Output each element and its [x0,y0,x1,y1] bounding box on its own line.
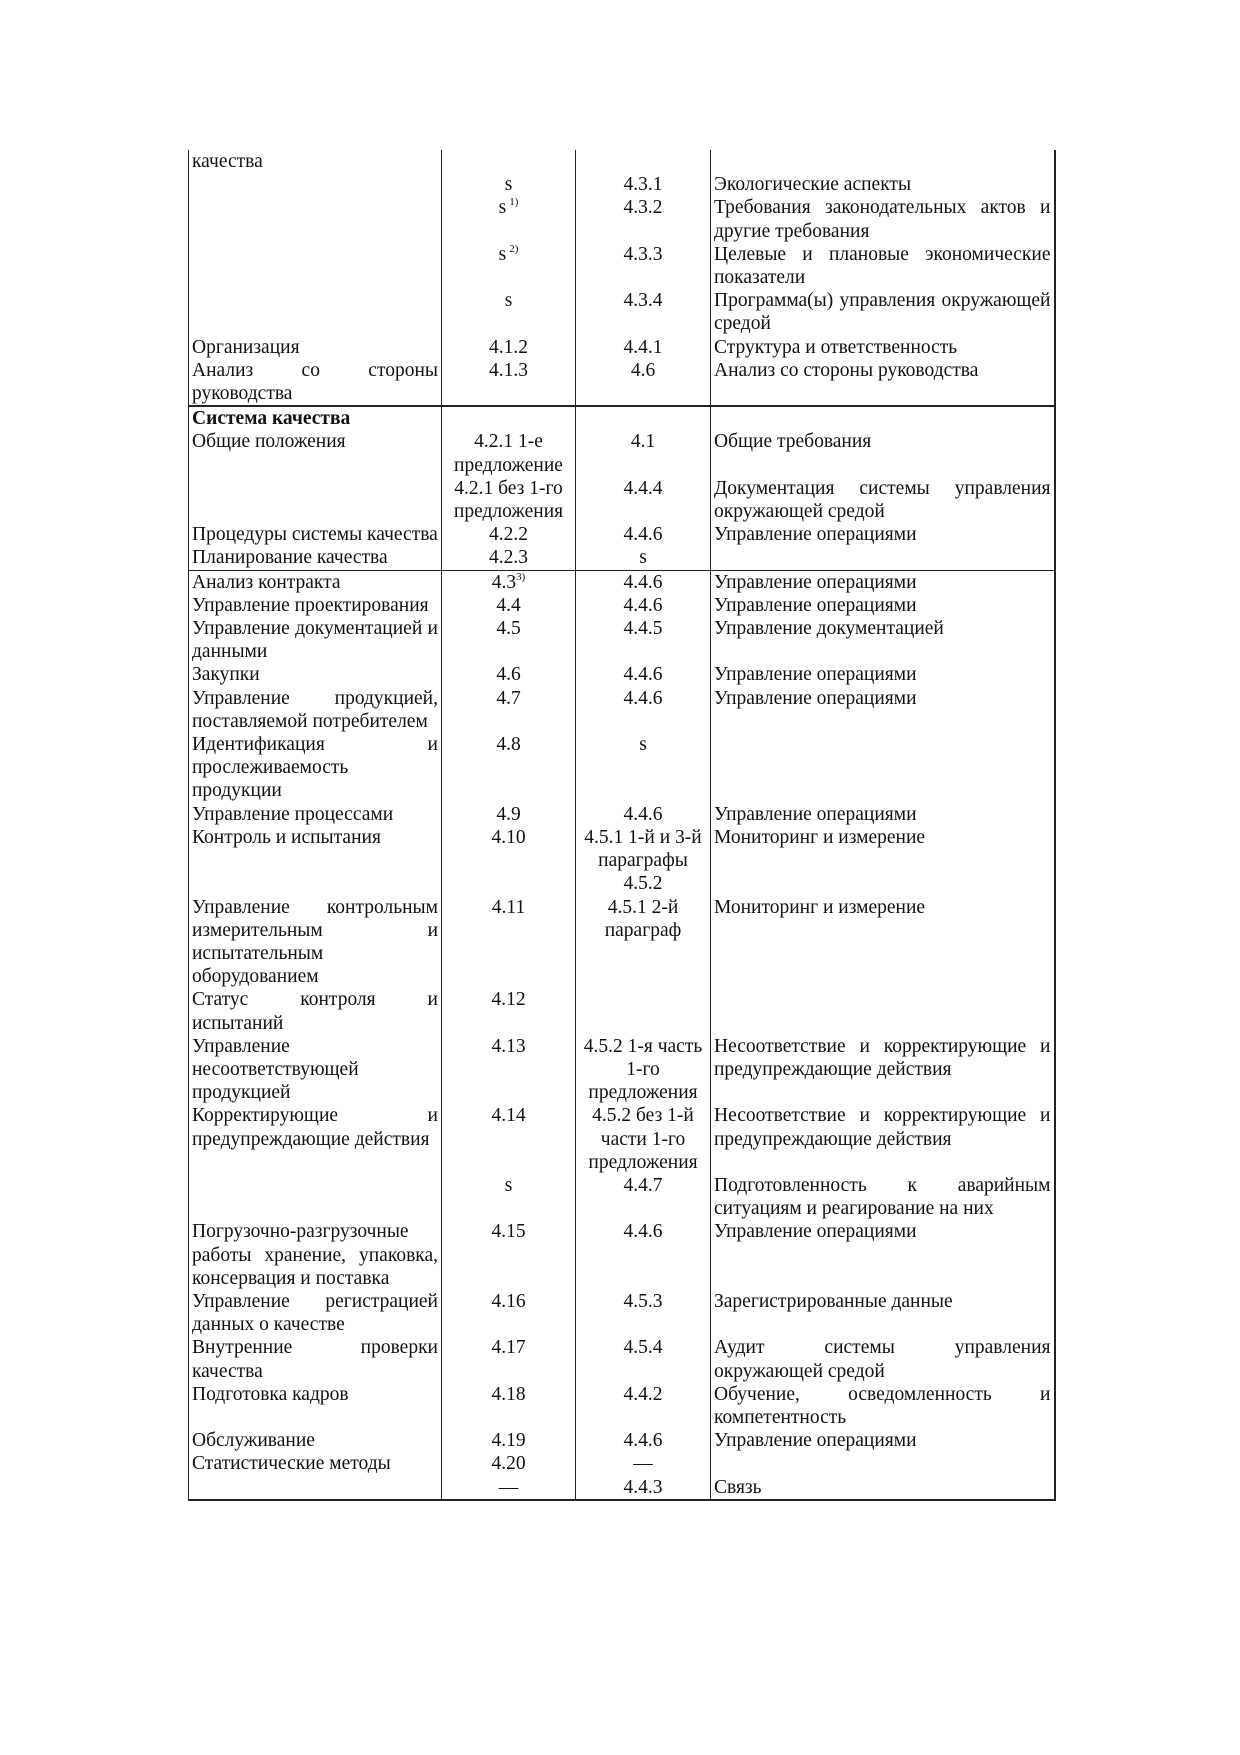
cell-text: 4.14 [491,1105,526,1127]
iso14001-clause-cell [576,687,711,733]
iso14001-clause-cell [576,1429,711,1452]
iso14001-clause-cell [576,617,711,663]
cell-text: Аудит системы управления окружающей средой [714,1337,1051,1382]
cell-text: 4.4.1 [623,336,663,358]
iso14001-clause-cell [576,196,711,242]
cell-text: 4.15 [491,1221,526,1243]
iso9001-element-cell [189,546,442,570]
iso9001-element-cell [189,150,442,173]
iso9001-clause-cell [442,1104,576,1174]
cell-text: 4.3.2 [623,197,663,219]
cell-text: Система качества [192,408,351,430]
iso9001-element-cell [189,570,442,594]
cell-text: Управление контрольным измерительным и испытательным оборудованием [192,896,438,988]
cell-text: Управление процессами [192,803,394,825]
iso9001-element-cell [189,1429,442,1452]
cell-text: 4.3.1 [623,174,663,196]
table-body [189,150,1055,1500]
iso9001-clause-cell [442,896,576,989]
iso14001-element-cell [711,594,1055,617]
table-row [189,663,1055,686]
cell-text: Управление операциями [714,687,917,709]
cell-text: Управление документацией [714,618,944,640]
footnote-marker: 1) [509,196,519,209]
cell-text: 4.9 [496,803,521,825]
table-row [189,570,1055,594]
cell-text: — [498,1476,519,1498]
iso14001-clause-cell [576,523,711,546]
cell-text: Анализ со стороны руководства [714,359,979,381]
iso9001-clause-cell [442,1429,576,1452]
cell-text: 4.4.6 [623,1221,663,1243]
iso14001-clause-cell [576,243,711,289]
cell-text: 4.1 [630,431,656,453]
cell-text: 4.4.6 [623,594,663,616]
iso9001-element-cell [189,1336,442,1382]
cell-text: Общие положения [192,431,346,453]
cell-text: Экологические аспекты [714,174,912,196]
cell-text: Процедуры системы качества [192,524,438,546]
cell-text: Управление проектирования [192,594,429,616]
cell-text: Несоответствие и корректирующие и предупреждающие действия [714,1105,1051,1150]
cell-text: 4.5.2 1-я часть 1-го предложения [583,1035,703,1104]
iso9001-element-cell [189,243,442,289]
cell-text: Структура и ответственность [714,336,958,358]
cell-text: 4.18 [491,1383,526,1405]
cell-text: 4.5.1 1-й и 3-й параграфы 4.5.2 [584,826,702,895]
iso14001-clause-cell [576,594,711,617]
table-row [189,1383,1055,1429]
cell-text: 4.2.3 [489,547,528,569]
iso9001-element-cell [189,896,442,989]
cell-text: Корректирующие и предупреждающие действия [192,1105,438,1150]
iso9001-element-cell [189,826,442,896]
cell-text: 4.6 [630,359,656,381]
cell-text: 4.3 [491,571,517,593]
table-row [189,1336,1055,1382]
table-row [189,173,1055,196]
iso14001-clause-cell [576,1174,711,1220]
cell-text: s [498,243,507,265]
table-row [189,359,1055,406]
iso9001-element-cell [189,1220,442,1290]
table-row [189,1220,1055,1290]
cell-text: Статус контроля и испытаний [192,989,438,1034]
iso9001-element-cell [189,594,442,617]
iso14001-element-cell [711,150,1055,173]
cell-text: Управление продукцией, поставляемой потребителем [192,687,438,732]
cell-text: s [504,290,513,312]
iso14001-element-cell [711,896,1055,989]
cell-text: 4.7 [496,687,521,709]
iso9001-clause-cell [442,988,576,1034]
iso9001-element-cell [189,359,442,406]
iso9001-element-cell [189,1035,442,1105]
iso14001-clause-cell [576,430,711,476]
iso14001-element-cell [711,477,1055,523]
iso9001-element-cell [189,477,442,523]
cell-text: Управление документацией и данными [192,618,438,663]
iso9001-element-cell [189,1174,442,1220]
cell-text: — [633,1453,653,1475]
cell-text: 4.4.6 [623,571,663,593]
iso9001-element-cell [189,617,442,663]
cell-text: s [639,547,647,569]
cell-text: 4.8 [496,734,521,756]
iso9001-element-cell [189,1104,442,1174]
iso14001-clause-cell [576,150,711,173]
iso9001-element-cell [189,803,442,826]
iso14001-element-cell [711,173,1055,196]
iso9001-clause-cell [442,803,576,826]
iso9001-element-cell [189,1383,442,1429]
cell-text: Обслуживание [192,1430,315,1452]
iso9001-clause-cell [442,477,576,523]
cell-text: s [639,734,647,756]
cell-text: 4.20 [491,1453,526,1475]
cell-text: 4.4.7 [623,1174,663,1196]
cell-text: 4.10 [491,826,526,848]
iso14001-element-cell [711,1336,1055,1382]
cell-text: Управление операциями [714,571,917,593]
iso9001-clause-cell [442,289,576,335]
cell-text: 4.4.4 [623,477,663,499]
iso14001-clause-cell [576,1383,711,1429]
table-row [189,196,1055,242]
cell-text: 4.4.3 [623,1476,663,1498]
cell-text: 4.3.3 [623,243,663,265]
iso14001-clause-cell [576,1452,711,1475]
correspondence-table [188,150,1056,1501]
iso14001-element-cell [711,1429,1055,1452]
iso14001-clause-cell [576,733,711,803]
iso14001-clause-cell [576,1476,711,1500]
cell-text: 4.1.2 [489,336,528,358]
iso9001-clause-cell [442,1452,576,1475]
cell-text: Статистические методы [192,1453,391,1475]
iso9001-clause-cell [442,1290,576,1336]
cell-text: 4.3.4 [623,290,663,312]
cell-text: 4.16 [491,1290,526,1312]
cell-text: 4.4.6 [623,687,663,709]
iso9001-element-cell [189,289,442,335]
cell-text: 4.2.2 [489,524,528,546]
iso9001-clause-cell [442,546,576,570]
iso9001-element-cell [189,1452,442,1475]
cell-text: Управление операциями [714,524,917,546]
table-row [189,289,1055,335]
table-row [189,896,1055,989]
iso9001-clause-cell [442,1383,576,1429]
iso14001-clause-cell [576,988,711,1034]
iso14001-element-cell [711,196,1055,242]
table-row [189,687,1055,733]
iso14001-element-cell [711,1290,1055,1336]
iso14001-clause-cell [576,477,711,523]
cell-text: 4.4.6 [623,664,663,686]
cell-text: 4.4.6 [623,1430,663,1452]
table-row [189,336,1055,359]
iso14001-element-cell [711,733,1055,803]
iso9001-clause-cell [442,1336,576,1382]
iso14001-element-cell [711,1220,1055,1290]
cell-text: Зарегистрированные данные [714,1290,953,1312]
iso9001-clause-cell [442,173,576,196]
cell-text: 4.4 [496,594,521,616]
iso9001-clause-cell [442,570,576,594]
iso9001-clause-cell [442,826,576,896]
footnote-marker: 3) [516,570,526,583]
iso14001-element-cell [711,988,1055,1034]
iso9001-element-cell [189,523,442,546]
cell-text: Управление регистрацией данных о качестве [192,1290,438,1336]
cell-text: 4.4.6 [623,803,663,825]
cell-text: Управление операциями [714,664,917,686]
cell-text: Подготовка кадров [192,1383,349,1405]
table-row [189,546,1055,570]
cell-text: s [498,197,507,219]
iso9001-clause-cell [442,336,576,359]
iso14001-element-cell [711,617,1055,663]
cell-text: 4.2.1 1-е предложение [454,431,563,476]
iso14001-element-cell [711,826,1055,896]
cell-text: Несоответствие и корректирующие и предупреждающие действия [714,1035,1051,1080]
cell-text: Общие требования [714,431,872,453]
iso14001-clause-cell [576,570,711,594]
iso14001-element-cell [711,243,1055,289]
table-row [189,243,1055,289]
cell-text: 4.5 [496,618,521,640]
iso14001-element-cell [711,570,1055,594]
iso14001-element-cell [711,406,1055,430]
iso14001-element-cell [711,803,1055,826]
table-row [189,1429,1055,1452]
iso9001-element-cell [189,988,442,1034]
table-row [189,430,1055,476]
cell-text: Идентификация и прослеживаемость продукции [192,734,438,802]
cell-text: Управление операциями [714,594,917,616]
iso9001-element-cell [189,430,442,476]
iso9001-element-cell [189,733,442,803]
iso14001-element-cell [711,359,1055,406]
iso9001-element-cell [189,336,442,359]
iso9001-clause-cell [442,359,576,406]
iso9001-clause-cell [442,594,576,617]
cell-text: Мониторинг и измерение [714,826,926,848]
cell-text: 4.4.6 [623,524,663,546]
iso14001-element-cell [711,430,1055,476]
iso14001-element-cell [711,663,1055,686]
iso9001-clause-cell [442,406,576,430]
cell-text: Обучение, осведомленность и компетентность [714,1383,1051,1428]
iso14001-clause-cell [576,173,711,196]
iso14001-clause-cell [576,803,711,826]
iso9001-clause-cell [442,1220,576,1290]
iso9001-clause-cell [442,523,576,546]
cell-text: Анализ контракта [192,571,341,593]
table-row [189,1104,1055,1174]
iso14001-clause-cell [576,336,711,359]
iso14001-clause-cell [576,289,711,335]
table-row [189,617,1055,663]
cell-text: Мониторинг и измерение [714,896,926,918]
cell-text: 4.13 [491,1035,526,1057]
iso9001-clause-cell [442,243,576,289]
iso14001-element-cell [711,1104,1055,1174]
footnote-marker: 2) [509,242,519,255]
cell-text: Документация системы управления окружающей средой [714,477,1051,523]
iso14001-clause-cell [576,406,711,430]
iso14001-clause-cell [576,1290,711,1336]
section-header-row [189,406,1055,430]
iso14001-clause-cell [576,826,711,896]
iso14001-clause-cell [576,1104,711,1174]
iso14001-clause-cell [576,1220,711,1290]
iso9001-clause-cell [442,617,576,663]
cell-text: Подготовленность к аварийным ситуациям и реагирование на них [714,1174,1051,1220]
iso9001-element-cell [189,196,442,242]
cell-text: Управление операциями [714,1430,917,1452]
cell-text: Организация [192,336,300,358]
iso14001-clause-cell [576,663,711,686]
iso14001-clause-cell [576,359,711,406]
iso14001-element-cell [711,546,1055,570]
cell-text: 4.5.3 [623,1290,663,1312]
iso14001-element-cell [711,1383,1055,1429]
cell-text: 4.4.2 [623,1383,663,1405]
cell-text: Внутренние проверки качества [192,1337,438,1382]
cell-text: 4.12 [491,989,526,1011]
iso14001-clause-cell [576,546,711,570]
cell-text: 4.2.1 без 1-го предложения [453,477,564,523]
table-row [189,594,1055,617]
table-row [189,803,1055,826]
table-row [189,150,1055,173]
table-row [189,1035,1055,1105]
iso9001-clause-cell [442,1035,576,1105]
iso9001-element-cell [189,1476,442,1500]
table-row [189,826,1055,896]
table-row [189,1452,1055,1475]
cell-text: качества [192,151,263,172]
iso9001-element-cell [189,663,442,686]
iso9001-clause-cell [442,430,576,476]
iso14001-clause-cell [576,896,711,989]
iso14001-clause-cell [576,1336,711,1382]
iso9001-element-cell [189,406,442,430]
table-row [189,733,1055,803]
cell-text: Планирование качества [192,547,388,569]
cell-text: Закупки [192,664,260,686]
iso9001-element-cell [189,173,442,196]
iso9001-element-cell [189,1290,442,1336]
cell-text: 4.5.2 без 1-й части 1-го предложения [588,1105,698,1173]
iso14001-element-cell [711,1476,1055,1500]
cell-text: Целевые и плановые экономические показатели [714,243,1051,289]
iso9001-element-cell [189,687,442,733]
iso14001-element-cell [711,289,1055,335]
cell-text: s [504,1174,513,1196]
cell-text: Программа(ы) управления окружающей средой [714,290,1051,335]
iso9001-clause-cell [442,733,576,803]
cell-text: 4.4.5 [623,618,663,640]
iso14001-element-cell [711,336,1055,359]
iso14001-element-cell [711,1452,1055,1475]
cell-text: 4.19 [491,1430,526,1452]
iso9001-clause-cell [442,687,576,733]
cell-text: 4.17 [491,1337,526,1359]
table-row [189,988,1055,1034]
cell-text: 4.6 [496,664,521,686]
iso14001-clause-cell [576,1035,711,1105]
cell-text: Требования законодательных актов и другие требования [714,197,1051,242]
table-row [189,1174,1055,1220]
iso14001-element-cell [711,523,1055,546]
cell-text: 4.5.4 [623,1337,663,1359]
cell-text: Погрузочно-разгрузочные работы хранение, упаковка, консервация и поставка [192,1221,438,1289]
cell-text: Анализ со стороны руководства [192,359,438,405]
iso9001-clause-cell [442,663,576,686]
table-row [189,477,1055,523]
iso14001-element-cell [711,687,1055,733]
table-row [189,523,1055,546]
iso14001-element-cell [711,1174,1055,1220]
iso9001-clause-cell [442,196,576,242]
iso9001-clause-cell [442,1174,576,1220]
cell-text: 4.1.3 [489,359,528,381]
table-row [189,1476,1055,1500]
cell-text: Связь [714,1476,762,1498]
cell-text: Управление операциями [714,803,917,825]
cell-text: Управление несоответствующей продукцией [192,1035,359,1104]
cell-text: 4.11 [491,896,526,918]
cell-text: 4.5.1 2-й параграф [604,896,682,941]
iso9001-clause-cell [442,150,576,173]
cell-text: Управление операциями [714,1221,917,1243]
table-row [189,1290,1055,1336]
cell-text: Контроль и испытания [192,826,381,848]
cell-text: s [504,174,513,196]
iso9001-clause-cell [442,1476,576,1500]
iso14001-element-cell [711,1035,1055,1105]
